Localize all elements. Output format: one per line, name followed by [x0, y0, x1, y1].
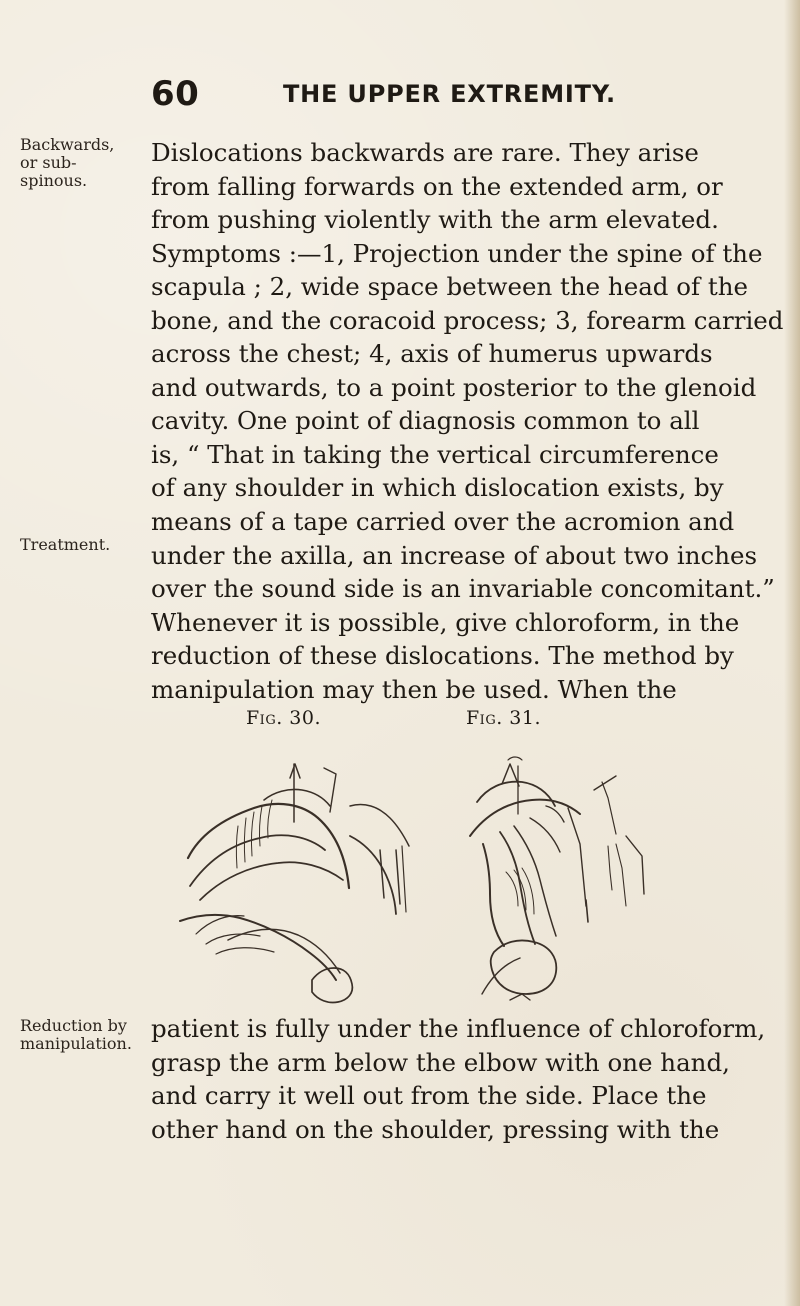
main-text-bottom [151, 1012, 766, 1146]
text-line: scapula ; 2, wide space between the head of the [151, 272, 749, 302]
text-line: manipulation may then be used. When the [151, 674, 677, 704]
text-line: and carry it well out from the side. Place the [151, 1081, 707, 1111]
figure-captions [0, 707, 800, 731]
text-line: means of a tape carried over the acromion and [151, 507, 735, 537]
text-line: over the sound side is an invariable concomitant.” [151, 574, 775, 604]
text-line: other hand on the shoulder, pressing with the [151, 1114, 720, 1144]
figure-31-illustration [470, 757, 644, 1000]
page-number: 60 [151, 74, 200, 114]
text-line: patient is fully under the influence of chloroform, [151, 1014, 766, 1043]
text-line: reduction of these dislocations. The method by [151, 641, 734, 671]
text-line: from pushing violently with the arm elevated. [151, 205, 719, 235]
main-text-top [151, 136, 784, 706]
text-line: from falling forwards on the extended arm, or [151, 171, 723, 201]
text-line: of any shoulder in which dislocation exists, by [151, 473, 724, 503]
figure-illustration-svg [170, 748, 670, 1008]
margin-note-reduction: Reduction by manipulation. [20, 1016, 132, 1053]
text-line: Whenever it is possible, give chloroform, in the [151, 607, 740, 637]
text-line: and outwards, to a point posterior to the glenoid [151, 372, 757, 402]
text-line: Dislocations backwards are rare. They arise [151, 138, 699, 167]
margin-note-backwards: Backwards, or sub-spinous. [20, 135, 115, 190]
figure-30-illustration [180, 764, 409, 1003]
page-edge-shadow [784, 0, 800, 1306]
text-line: cavity. One point of diagnosis common to all [151, 406, 700, 436]
page-header [151, 76, 711, 116]
margin-note-treatment: Treatment. [20, 535, 111, 554]
text-line: bone, and the coracoid process; 3, forearm carried [151, 305, 784, 335]
text-line: is, “ That in taking the vertical circumference [151, 439, 719, 469]
figure-31-caption: Fig. 31. [466, 707, 541, 729]
text-line: across the chest; 4, axis of humerus upwards [151, 339, 713, 369]
text-line: grasp the arm below the elbow with one hand, [151, 1047, 730, 1077]
text-line: under the axilla, an increase of about two inches [151, 540, 758, 570]
text-line: Symptoms :—1, Projection under the spine of the [151, 238, 763, 268]
figure-30-caption: Fig. 30. [246, 707, 321, 729]
anatomical-figures [170, 748, 670, 1008]
running-head: THE UPPER EXTREMITY. [283, 80, 616, 108]
